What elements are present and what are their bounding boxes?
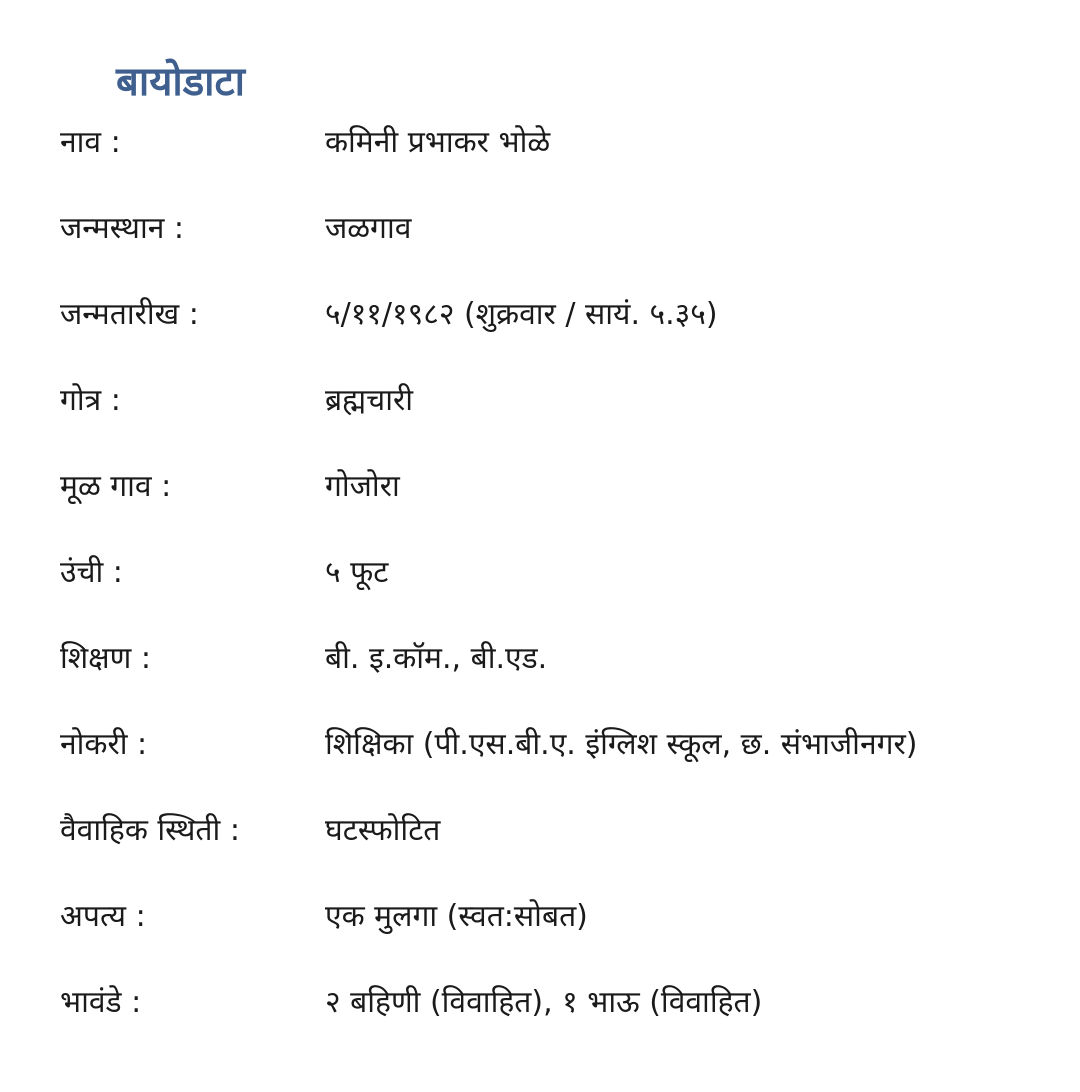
field-value: ५/११/१९८२ (शुक्रवार / सायं. ५.३५) (325, 297, 718, 332)
document-title: बायोडाटा (116, 59, 246, 105)
field-label: शिक्षण : (60, 641, 152, 676)
field-row-children (60, 893, 1060, 941)
field-label: जन्मस्थान : (60, 211, 185, 246)
field-row-siblings (60, 979, 1060, 1027)
field-row-native-place (60, 463, 1060, 511)
field-label: अपत्य : (60, 899, 146, 934)
field-label: नाव : (60, 125, 121, 160)
field-row-height (60, 549, 1060, 597)
field-value: शिक्षिका (पी.एस.बी.ए. इंग्लिश स्कूल, छ. संभाजीनगर) (325, 727, 918, 762)
field-value: २ बहिणी (विवाहित), १ भाऊ (विवाहित) (325, 985, 763, 1020)
field-value: ५ फूट (325, 555, 389, 590)
field-label: नोकरी : (60, 727, 148, 762)
field-label: भावंडे : (60, 985, 142, 1020)
field-value: ब्रह्मचारी (325, 383, 414, 418)
field-label: मूळ गाव : (60, 469, 172, 504)
field-row-birthplace (60, 205, 1060, 253)
field-label: जन्मतारीख : (60, 297, 199, 332)
field-value: एक मुलगा (स्वत:सोबत) (325, 899, 588, 934)
field-label: उंची : (60, 555, 123, 590)
field-value: कमिनी प्रभाकर भोळे (325, 125, 551, 160)
field-value: घटस्फोटित (325, 813, 441, 848)
field-row-education (60, 635, 1060, 683)
field-row-name (60, 119, 1060, 167)
field-row-marital-status (60, 807, 1060, 855)
field-value: बी. इ.कॉम., बी.एड. (325, 641, 548, 676)
field-row-job (60, 721, 1060, 769)
field-row-birthdate (60, 291, 1060, 339)
field-row-gotra (60, 377, 1060, 425)
field-value: जळगाव (325, 211, 412, 246)
field-label: गोत्र : (60, 383, 121, 418)
field-value: गोजोरा (325, 469, 400, 504)
field-label: वैवाहिक स्थिती : (60, 813, 240, 848)
